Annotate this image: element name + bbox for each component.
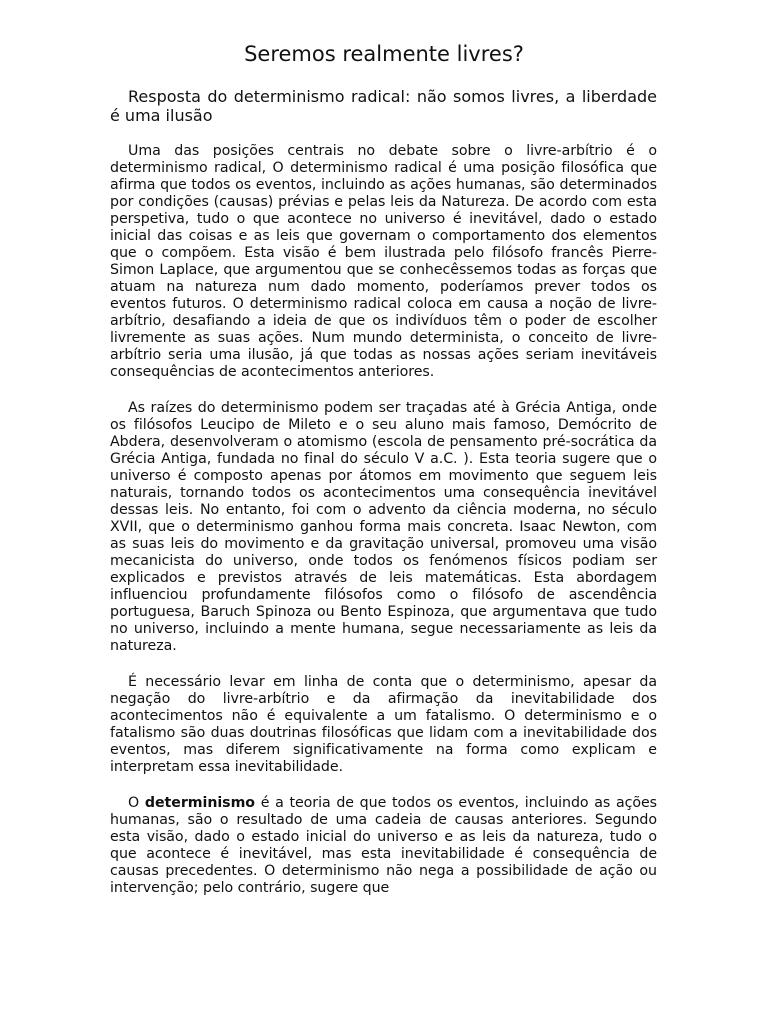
paragraph-4	[110, 795, 657, 897]
paragraph-4-text: é a teoria de que todos os eventos, incluindo as ações humanas, são o resultado de uma cadeia de causas anteriores. Segundo esta visão, dado o estado inicial do universo e as leis da natureza, tudo o que acontece é inevitável, mas esta inevitabilidade é consequência de causas precedentes. O determinismo não nega a possibilidade de ação ou intervenção; pelo contrário, sugere que	[110, 795, 658, 896]
paragraph-2: As raízes do determinismo podem ser traçadas até à Grécia Antiga, onde os filósofos Leucipo de Mileto e o seu aluno mais famoso, Demócrito de Abdera, desenvolveram o atomismo (escola de pensamento pré-socrática da Grécia Antiga, fundada no final do século V a.C. ). Esta teoria sugere que o universo é composto apenas por átomos em movimento que seguem leis naturais, tornando todos os acontecimentos uma consequência inevitável dessas leis. No entanto, foi com o advento da ciência moderna, no século XVII, que o determinismo ganhou forma mais concreta. Isaac Newton, com as suas leis do movimento e da gravitação universal, promoveu uma visão mecanicista do universo, onde todos os fenómenos físicos podiam ser explicados e previstos através de leis matemáticas. Esta abordagem influenciou profundamente filósofos como o filósofo de ascendência portuguesa, Baruch Spinoza ou Bento Espinoza, que argumentava que tudo no universo, incluindo a mente humana, segue necessariamente as leis da natureza.	[110, 400, 657, 654]
paragraph-1: Uma das posições centrais no debate sobre o livre-arbítrio é o determinismo radical, O determinismo radical é uma posição filosófica que afirma que todos os eventos, incluindo as ações humanas, são determinados por condições (causas) prévias e pelas leis da Natureza. De acordo com esta perspetiva, tudo o que acontece no universo é inevitável, dado o estado inicial das coisas e as leis que governam o comportamento dos elementos que o compõem. Esta visão é bem ilustrada pelo filósofo francês Pierre-Simon Laplace, que argumentou que se conhecêssemos todas as forças que atuam na natureza num dado momento, poderíamos prever todos os eventos futuros. O determinismo radical coloca em causa a noção de livre-arbítrio, desafiando a ideia de que os indivíduos têm o poder de escolher livremente as suas ações. Num mundo determinista, o conceito de livre-arbítrio seria uma ilusão, já que todas as nossas ações seriam inevitáveis consequências de acontecimentos anteriores.	[110, 143, 657, 380]
page-title: Seremos realmente livres?	[244, 42, 524, 66]
document-body	[110, 143, 657, 916]
paragraph-3: É necessário levar em linha de conta que o determinismo, apesar da negação do livre-arbítrio e da afirmação da inevitabilidade dos acontecimentos não é equivalente a um fatalismo. O determinismo e o fatalismo são duas doutrinas filosóficas que lidam com a inevitabilidade dos eventos, mas diferem significativamente na forma como explicam e interpretam essa inevitabilidade.	[110, 674, 657, 775]
paragraph-4-prefix: O	[128, 795, 145, 811]
bold-term-determinismo: determinismo	[144, 795, 256, 811]
section-subtitle: Resposta do determinismo radical: não somos livres, a liberdade é uma ilusão	[110, 87, 657, 125]
